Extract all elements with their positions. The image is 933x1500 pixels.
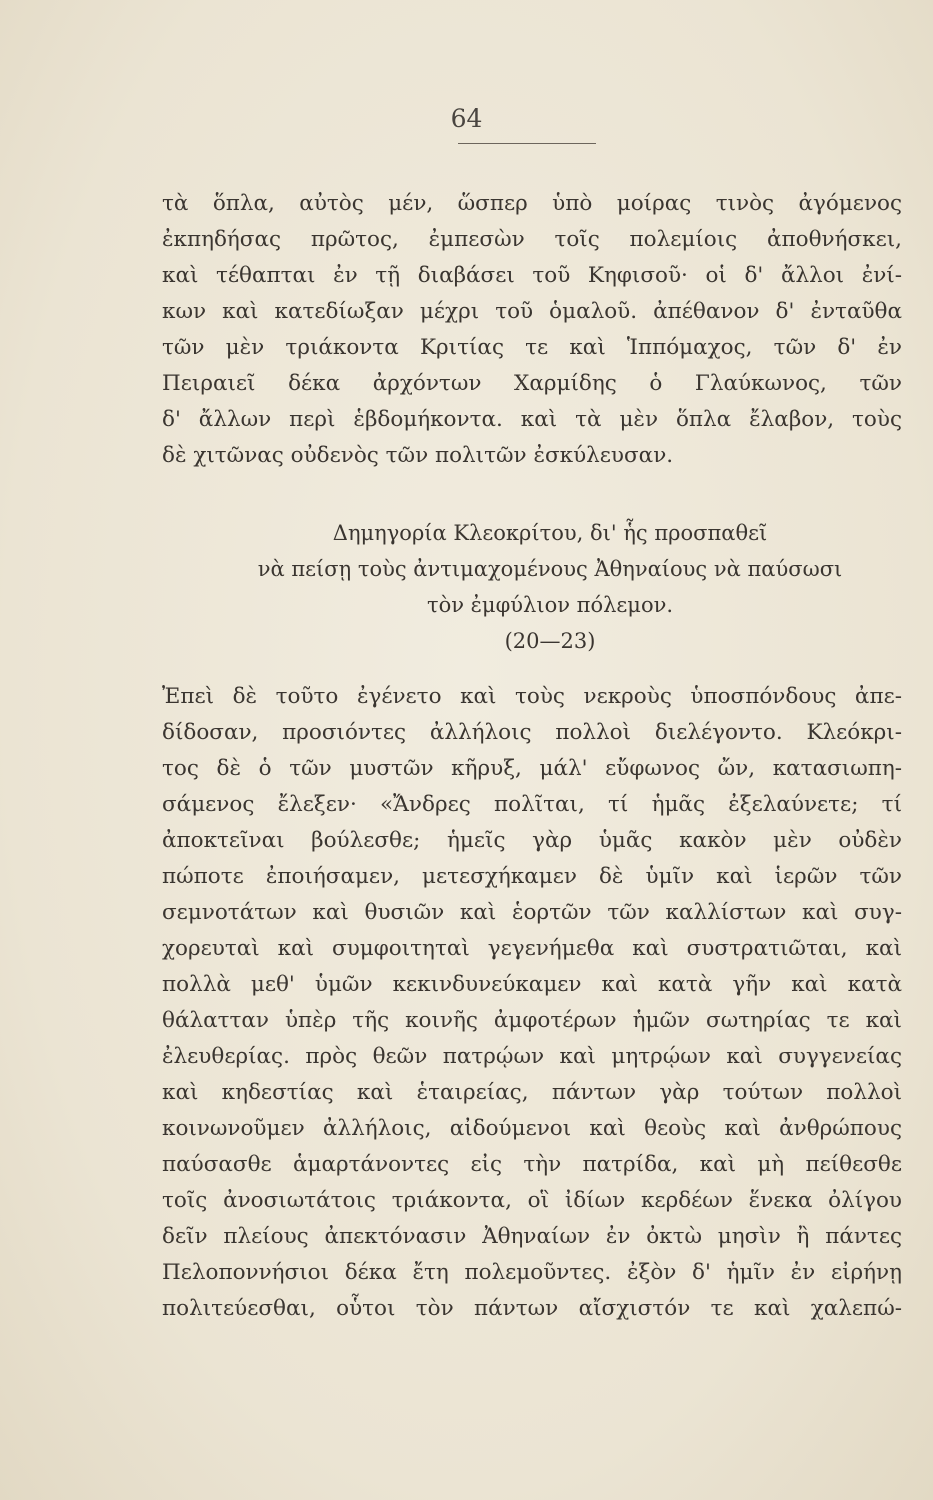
text-line: τὰ ὅπλα, αὐτὸς μέν, ὥσπερ ὑπὸ μοίρας τινὸς ἀγόμενος <box>162 191 902 216</box>
paragraph-2 <box>162 679 902 1327</box>
text-line: κων καὶ κατεδίωξαν μέχρι τοῦ ὁμαλοῦ. ἀπέθανον δ' ἐνταῦθα <box>162 299 902 324</box>
text-line: ἀποκτεῖναι βούλεσθε; ἡμεῖς γὰρ ὑμᾶς κακὸν μὲν οὐδὲν <box>162 828 902 853</box>
page-number: 64 <box>450 104 483 133</box>
text-line: πολιτεύεσθαι, οὗτοι τὸν πάντων αἴσχιστόν τε καὶ χαλεπώ- <box>162 1296 902 1321</box>
text-line: θάλατταν ὑπὲρ τῆς κοινῆς ἀμφοτέρων ἡμῶν σωτηρίας τε καὶ <box>162 1008 902 1033</box>
section-number: (20—23) <box>504 629 596 653</box>
text-line: καὶ τέθαπται ἐν τῇ διαβάσει τοῦ Κηφισοῦ· οἱ δ' ἄλλοι ἐνί- <box>162 263 902 288</box>
text-line: κοινωνοῦμεν ἀλλήλοις, αἰδούμενοι καὶ θεοὺς καὶ ἀνθρώπους <box>162 1116 902 1141</box>
text-line: δίδοσαν, προσιόντες ἀλλήλοις πολλοὶ διελέγοντο. Κλεόκρι- <box>162 720 902 745</box>
text-line: δὲ χιτῶνας οὐδενὸς τῶν πολιτῶν ἐσκύλευσαν. <box>162 443 674 468</box>
heading-line: τὸν ἐμφύλιον πόλεμον. <box>426 593 674 617</box>
text-line: Πελοποννήσιοι δέκα ἔτη πολεμοῦντες. ἐξὸν δ' ἡμῖν ἐν εἰρήνῃ <box>162 1260 902 1285</box>
text-line: δ' ἄλλων περὶ ἑβδομήκοντα. καὶ τὰ μὲν ὅπλα ἔλαβον, τοὺς <box>162 407 902 432</box>
paragraph-1 <box>162 186 902 474</box>
header-rule <box>458 143 596 144</box>
text-line: πώποτε ἐποιήσαμεν, μετεσχήκαμεν δὲ ὑμῖν καὶ ἱερῶν τῶν <box>162 864 902 889</box>
text-line: ἐκπηδήσας πρῶτος, ἐμπεσὼν τοῖς πολεμίοις ἀποθνήσκει, <box>162 227 902 252</box>
text-line: Πειραιεῖ δέκα ἀρχόντων Χαρμίδης ὁ Γλαύκωνος, τῶν <box>162 371 902 396</box>
section-heading <box>230 515 870 659</box>
text-line: παύσασθε ἁμαρτάνοντες εἰς τὴν πατρίδα, καὶ μὴ πείθεσθε <box>162 1152 902 1177</box>
text-line: τοῖς ἀνοσιωτάτοις τριάκοντα, οἳ ἰδίων κερδέων ἕνεκα ὀλίγου <box>162 1188 902 1213</box>
text-line: πολλὰ μεθ' ὑμῶν κεκινδυνεύκαμεν καὶ κατὰ γῆν καὶ κατὰ <box>162 972 902 997</box>
heading-line: νὰ πείσῃ τοὺς ἀντιμαχομένους Ἀθηναίους νὰ παύσωσι <box>257 557 843 581</box>
text-line: σάμενος ἔλεξεν· «Ἄνδρες πολῖται, τί ἡμᾶς ἐξελαύνετε; τί <box>162 792 902 817</box>
text-line: σεμνοτάτων καὶ θυσιῶν καὶ ἑορτῶν τῶν καλλίστων καὶ συγ- <box>162 900 902 925</box>
text-line: καὶ κηδεστίας καὶ ἑταιρείας, πάντων γὰρ τούτων πολλοὶ <box>162 1080 902 1105</box>
text-line: ἐλευθερίας. πρὸς θεῶν πατρῴων καὶ μητρῴων καὶ συγγενείας <box>162 1044 902 1069</box>
text-line: δεῖν πλείους ἀπεκτόνασιν Ἀθηναίων ἐν ὀκτὼ μησὶν ἢ πάντες <box>162 1224 902 1249</box>
text-line: τῶν μὲν τριάκοντα Κριτίας τε καὶ Ἱππόμαχος, τῶν δ' ἐν <box>162 335 902 360</box>
text-line: τος δὲ ὁ τῶν μυστῶν κῆρυξ, μάλ' εὔφωνος ὤν, κατασιωπη- <box>162 756 902 781</box>
text-line: χορευταὶ καὶ συμφοιτηταὶ γεγενήμεθα καὶ συστρατιῶται, καὶ <box>162 936 902 961</box>
heading-line: Δημηγορία Κλεοκρίτου, δι' ἧς προσπαθεῖ <box>332 521 768 545</box>
text-line: Ἐπεὶ δὲ τοῦτο ἐγένετο καὶ τοὺς νεκροὺς ὑποσπόνδους ἀπε- <box>162 684 902 709</box>
